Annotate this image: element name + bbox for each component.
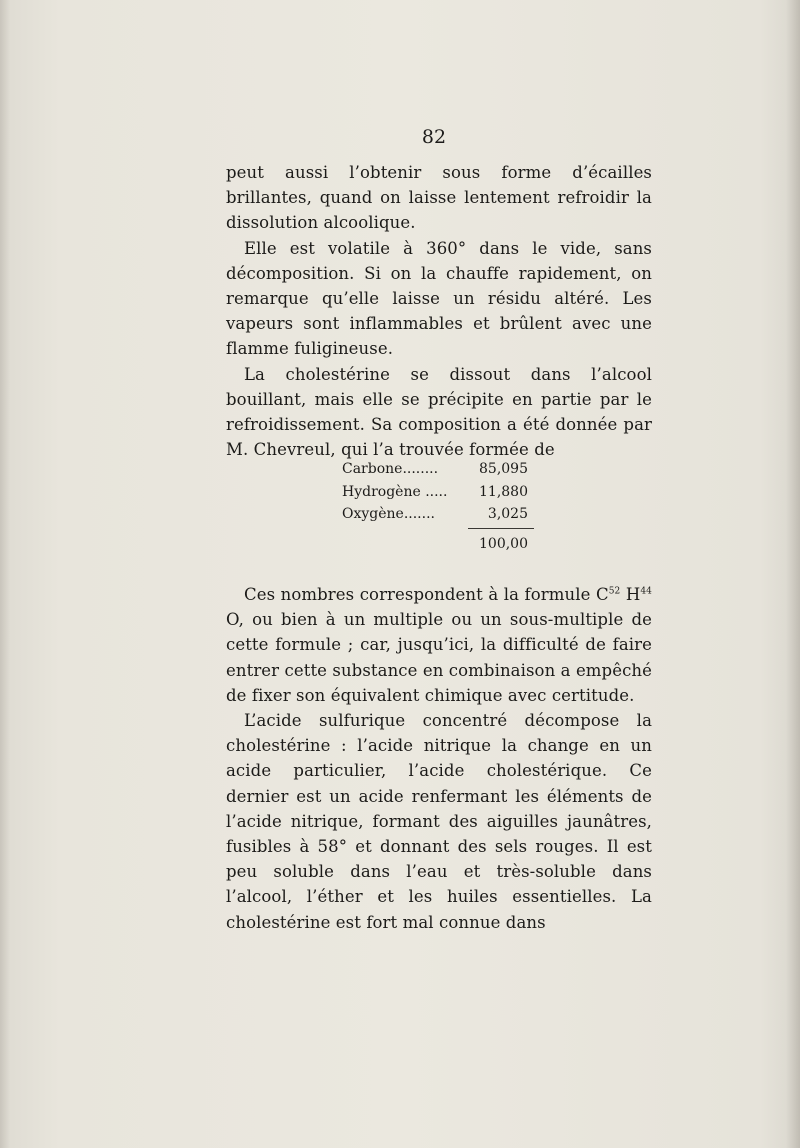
- formula-carbon-index: 52: [608, 586, 621, 597]
- formula-text-after: O, ou bien à un multiple ou un sous-multiple de cette formule ; car, jusqu’ici, la difficulté de faire entrer cette substance en combinaison a empêché de fixer son équivalent chimique avec certitude.: [226, 610, 653, 705]
- element-value: 85,095: [479, 461, 528, 477]
- page-edge-left: [0, 0, 10, 1148]
- page-number: 82: [421, 126, 447, 148]
- paragraph-volatility: Elle est volatile à 360° dans le vide, sans décomposition. Si on la chauffe rapidement, on remarque qu’elle laisse un résidu altéré. Les vapeurs sont inflammables et brûlent avec une flamme fuligineuse.: [226, 238, 652, 359]
- composition-table: [342, 458, 528, 526]
- body-text-bottom: [226, 582, 652, 935]
- paragraph-solubility: La cholestérine se dissout dans l’alcool bouillant, mais elle se précipite en partie par le refroidissement. Sa composition a été donnée par M. Chevreul, qui l’a trouvée formée de: [226, 364, 652, 460]
- paragraph-continued: peut aussi l’obtenir sous forme d’écailles brillantes, quand on laisse lentement refroidir la dissolution alcoolique.: [226, 163, 652, 233]
- element-value: 3,025: [487, 506, 528, 522]
- element-name: Oxygène.......: [342, 506, 435, 522]
- composition-row: [342, 503, 528, 526]
- body-text-top: [226, 160, 652, 462]
- composition-row: [342, 458, 528, 481]
- composition-row: [342, 481, 528, 504]
- element-name: Carbone........: [342, 461, 439, 477]
- element-name: Hydrogène .....: [342, 483, 448, 500]
- paragraph-formula: [226, 582, 652, 708]
- total-rule: [468, 528, 534, 529]
- composition-total: 100,00: [479, 536, 528, 552]
- page-edge-right: [786, 0, 800, 1148]
- formula-text-before: Ces nombres correspondent à la formule C: [244, 585, 609, 604]
- element-value: 11,880: [479, 483, 528, 500]
- formula-hydrogen-index: 44: [640, 586, 652, 597]
- paragraph-acids: L’acide sulfurique concentré décompose la cholestérine : l’acide nitrique la change en un acide particulier, l’acide cholestérique. Ce dernier est un acide renfermant les éléments de l’acide nitrique, formant des aiguilles jaunâtres, fusibles à 58° et donnant des sels rouges. Il est peu soluble dans l’eau et très-soluble dans l’alcool, l’éther et les huiles essentielles. La cholestérine est fort mal connue dans: [226, 711, 652, 932]
- formula-text-middle: H: [620, 585, 641, 604]
